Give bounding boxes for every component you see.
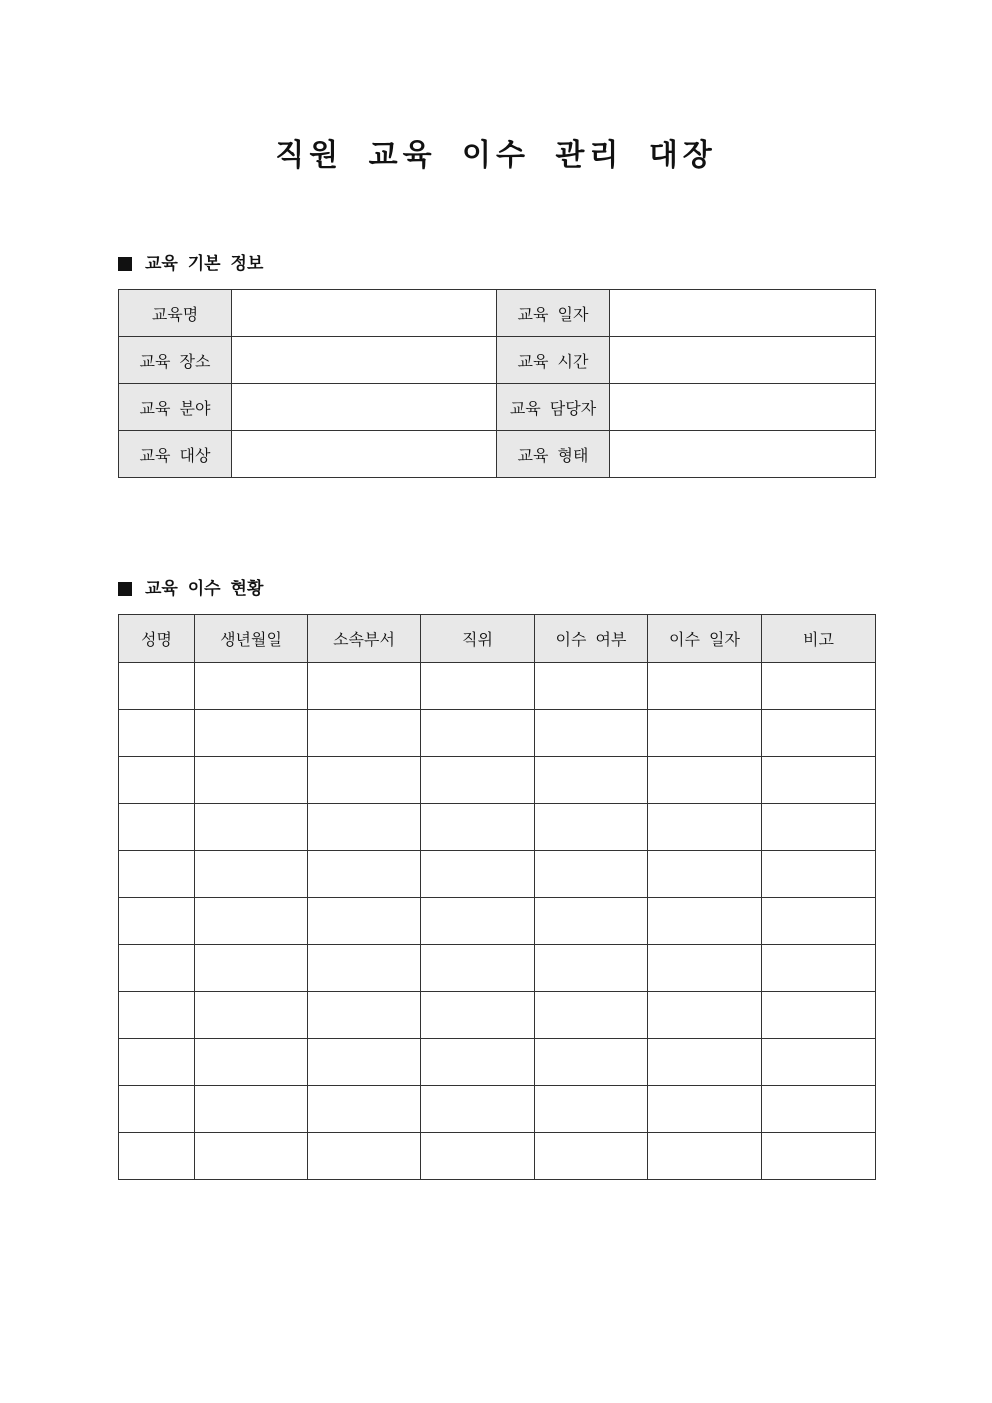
birthdate-cell[interactable] — [195, 1086, 308, 1133]
completion-date-cell[interactable] — [648, 1086, 762, 1133]
column-header-completed: 이수 여부 — [535, 615, 648, 663]
completion-status-heading-text: 교육 이수 현황 — [145, 579, 264, 599]
info-label-course-place: 교육 장소 — [119, 337, 232, 384]
name-cell[interactable] — [119, 1133, 195, 1180]
info-value-course-date[interactable] — [610, 290, 876, 337]
table-row — [119, 804, 876, 851]
info-row — [119, 337, 876, 384]
birthdate-cell[interactable] — [195, 757, 308, 804]
basic-info-heading-text: 교육 기본 정보 — [145, 254, 264, 274]
table-row — [119, 945, 876, 992]
info-value-course-name[interactable] — [232, 290, 497, 337]
completion-date-cell[interactable] — [648, 1039, 762, 1086]
birthdate-cell[interactable] — [195, 710, 308, 757]
info-row — [119, 384, 876, 431]
basic-info-table — [118, 289, 876, 478]
name-cell[interactable] — [119, 898, 195, 945]
birthdate-cell[interactable] — [195, 945, 308, 992]
position-cell[interactable] — [421, 851, 535, 898]
completion-status-heading — [118, 577, 263, 601]
remarks-cell[interactable] — [762, 945, 876, 992]
completion-date-cell[interactable] — [648, 710, 762, 757]
remarks-cell[interactable] — [762, 757, 876, 804]
department-cell[interactable] — [308, 851, 421, 898]
square-bullet-icon — [118, 257, 132, 271]
completion-date-cell[interactable] — [648, 898, 762, 945]
table-row — [119, 898, 876, 945]
table-row — [119, 757, 876, 804]
column-header-name: 성명 — [119, 615, 195, 663]
completion-date-cell[interactable] — [648, 757, 762, 804]
table-row — [119, 1039, 876, 1086]
birthdate-cell[interactable] — [195, 663, 308, 710]
name-cell[interactable] — [119, 945, 195, 992]
birthdate-cell[interactable] — [195, 992, 308, 1039]
remarks-cell[interactable] — [762, 992, 876, 1039]
birthdate-cell[interactable] — [195, 1039, 308, 1086]
completed-cell[interactable] — [535, 757, 648, 804]
info-value-course-type[interactable] — [610, 431, 876, 478]
completed-cell[interactable] — [535, 710, 648, 757]
position-cell[interactable] — [421, 945, 535, 992]
table-row — [119, 1133, 876, 1180]
name-cell[interactable] — [119, 757, 195, 804]
completed-cell[interactable] — [535, 663, 648, 710]
info-row — [119, 431, 876, 478]
info-value-course-target[interactable] — [232, 431, 497, 478]
department-cell[interactable] — [308, 710, 421, 757]
name-cell[interactable] — [119, 992, 195, 1039]
birthdate-cell[interactable] — [195, 804, 308, 851]
completion-status-table — [118, 614, 876, 1180]
info-value-course-place[interactable] — [232, 337, 497, 384]
position-cell[interactable] — [421, 804, 535, 851]
department-cell[interactable] — [308, 1039, 421, 1086]
table-row — [119, 1086, 876, 1133]
name-cell[interactable] — [119, 663, 195, 710]
birthdate-cell[interactable] — [195, 1133, 308, 1180]
name-cell[interactable] — [119, 851, 195, 898]
info-value-course-time[interactable] — [610, 337, 876, 384]
column-header-completion-date: 이수 일자 — [648, 615, 762, 663]
department-cell[interactable] — [308, 804, 421, 851]
completed-cell[interactable] — [535, 1086, 648, 1133]
remarks-cell[interactable] — [762, 1133, 876, 1180]
completed-cell[interactable] — [535, 992, 648, 1039]
remarks-cell[interactable] — [762, 851, 876, 898]
remarks-cell[interactable] — [762, 710, 876, 757]
department-cell[interactable] — [308, 1086, 421, 1133]
column-header-position: 직위 — [421, 615, 535, 663]
info-label-course-target: 교육 대상 — [119, 431, 232, 478]
department-cell[interactable] — [308, 992, 421, 1039]
square-bullet-icon — [118, 582, 132, 596]
position-cell[interactable] — [421, 663, 535, 710]
info-label-course-manager: 교육 담당자 — [497, 384, 610, 431]
column-header-birthdate: 생년월일 — [195, 615, 308, 663]
remarks-cell[interactable] — [762, 898, 876, 945]
completion-date-cell[interactable] — [648, 1133, 762, 1180]
birthdate-cell[interactable] — [195, 851, 308, 898]
completion-date-cell[interactable] — [648, 992, 762, 1039]
birthdate-cell[interactable] — [195, 898, 308, 945]
name-cell[interactable] — [119, 804, 195, 851]
info-label-course-name: 교육명 — [119, 290, 232, 337]
department-cell[interactable] — [308, 757, 421, 804]
table-row — [119, 663, 876, 710]
header-row — [119, 615, 876, 663]
position-cell[interactable] — [421, 710, 535, 757]
remarks-cell[interactable] — [762, 1039, 876, 1086]
table-row — [119, 992, 876, 1039]
column-header-department: 소속부서 — [308, 615, 421, 663]
info-label-course-time: 교육 시간 — [497, 337, 610, 384]
info-value-course-field[interactable] — [232, 384, 497, 431]
position-cell[interactable] — [421, 1133, 535, 1180]
position-cell[interactable] — [421, 992, 535, 1039]
info-label-course-field: 교육 분야 — [119, 384, 232, 431]
name-cell[interactable] — [119, 1039, 195, 1086]
completion-date-cell[interactable] — [648, 851, 762, 898]
completed-cell[interactable] — [535, 898, 648, 945]
department-cell[interactable] — [308, 945, 421, 992]
remarks-cell[interactable] — [762, 663, 876, 710]
info-label-course-type: 교육 형태 — [497, 431, 610, 478]
table-row — [119, 710, 876, 757]
position-cell[interactable] — [421, 757, 535, 804]
position-cell[interactable] — [421, 898, 535, 945]
info-value-course-manager[interactable] — [610, 384, 876, 431]
name-cell[interactable] — [119, 710, 195, 757]
column-header-remarks: 비고 — [762, 615, 876, 663]
document-title: 직원 교육 이수 관리 대장 — [275, 138, 717, 173]
position-cell[interactable] — [421, 1086, 535, 1133]
basic-info-heading — [118, 252, 263, 276]
info-label-course-date: 교육 일자 — [497, 290, 610, 337]
completed-cell[interactable] — [535, 1039, 648, 1086]
completion-date-cell[interactable] — [648, 663, 762, 710]
status-table-body — [119, 663, 876, 1180]
completed-cell[interactable] — [535, 851, 648, 898]
remarks-cell[interactable] — [762, 1086, 876, 1133]
name-cell[interactable] — [119, 1086, 195, 1133]
info-row — [119, 290, 876, 337]
completion-date-cell[interactable] — [648, 945, 762, 992]
department-cell[interactable] — [308, 663, 421, 710]
department-cell[interactable] — [308, 1133, 421, 1180]
department-cell[interactable] — [308, 898, 421, 945]
remarks-cell[interactable] — [762, 804, 876, 851]
table-row — [119, 851, 876, 898]
position-cell[interactable] — [421, 1039, 535, 1086]
completed-cell[interactable] — [535, 804, 648, 851]
completed-cell[interactable] — [535, 945, 648, 992]
completion-date-cell[interactable] — [648, 804, 762, 851]
completed-cell[interactable] — [535, 1133, 648, 1180]
